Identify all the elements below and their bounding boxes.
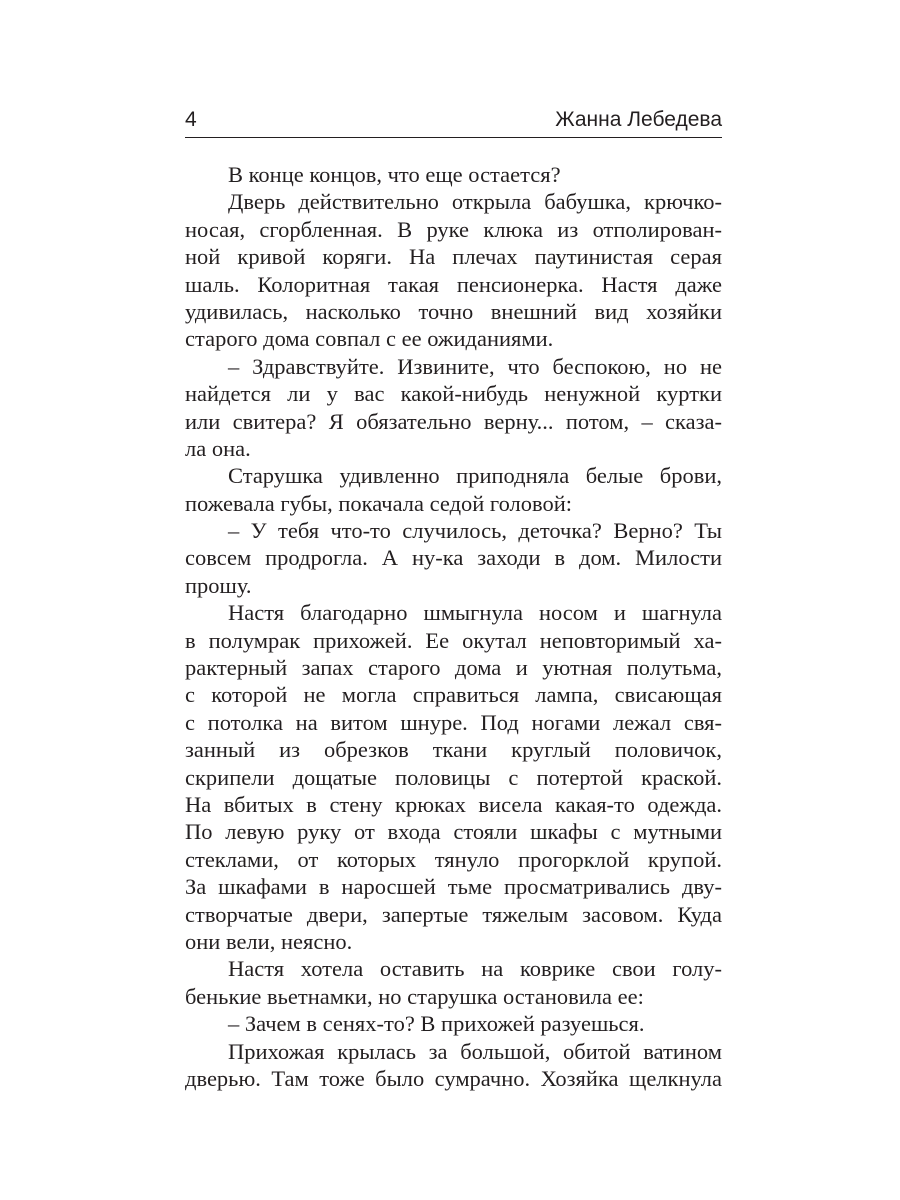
text-line: прошу.: [185, 572, 252, 598]
running-header: [185, 104, 722, 138]
page-number: 4: [185, 108, 197, 131]
text-line: пожевала губы, покачала седой головой:: [185, 490, 573, 516]
text-line: бенькие вьетнамки, но старушка остановила ее:: [185, 983, 644, 1009]
text-line: стеклами, от которых тянуло прогорклой крупой.: [185, 846, 722, 872]
text-line: ла она.: [185, 435, 251, 461]
text-line: с которой не могла справиться лампа, свисающая: [185, 682, 722, 708]
text-line: В конце концов, что еще остается?: [228, 162, 561, 187]
text-line: с потолка на витом шнуре. Под ногами лежал свя-: [185, 709, 722, 735]
text-line: рактерный запах старого дома и уютная полутьма,: [185, 655, 722, 681]
text-line: створчатые двери, запертые тяжелым засовом. Куда: [185, 901, 722, 927]
text-line: Старушка удивленно приподняла белые брови,: [228, 463, 722, 489]
text-line: занный из обрезков ткани круглый половичок,: [185, 737, 722, 763]
text-line: в полумрак прихожей. Ее окутал неповторимый ха-: [185, 627, 722, 653]
text-line: Настя хотела оставить на коврике свои голу-: [228, 956, 722, 982]
text-line: скрипели дощатые половицы с потертой краской.: [185, 764, 722, 790]
text-line: или свитера? Я обязательно верну... потом, – сказа-: [185, 408, 722, 434]
text-line: ной кривой коряги. На плечах паутинистая серая: [185, 244, 722, 270]
text-line: Прихожая крылась за большой, обитой ватином: [228, 1038, 722, 1064]
text-line: удивилась, насколько точно внешний вид хозяйки: [185, 298, 722, 324]
text-line: найдется ли у вас какой-нибудь ненужной куртки: [185, 381, 722, 407]
text-line: они вели, неясно.: [185, 928, 353, 954]
text-line: совсем продрогла. А ну-ка заходи в дом. Милости: [185, 545, 722, 571]
text-line: За шкафами в наросшей тьме просматривались дву-: [185, 874, 722, 900]
text-line: По левую руку от входа стояли шкафы с мутными: [185, 819, 722, 845]
text-line: На вбитых в стену крюках висела какая-то одежда.: [185, 791, 722, 817]
text-line: – Здравствуйте. Извините, что беспокою, но не: [228, 353, 722, 379]
text-line: старого дома совпал с ее ожиданиями.: [185, 326, 554, 352]
text-line: носая, сгорбленная. В руке клюка из отполирован-: [185, 216, 722, 242]
text-line: дверью. Там тоже было сумрачно. Хозяйка щелкнула: [185, 1065, 722, 1091]
text-line: – У тебя что-то случилось, деточка? Верно? Ты: [228, 518, 722, 544]
text-line: Настя благодарно шмыгнула носом и шагнула: [228, 600, 722, 626]
text-line: – Зачем в сенях-то? В прихожей разуешься.: [228, 1011, 645, 1037]
running-header-author: Жанна Лебедева: [555, 108, 722, 131]
body-text: [185, 161, 722, 1092]
text-line: Дверь действительно открыла бабушка, крючко-: [228, 189, 722, 215]
text-line: шаль. Колоритная такая пенсионерка. Настя даже: [185, 271, 722, 297]
